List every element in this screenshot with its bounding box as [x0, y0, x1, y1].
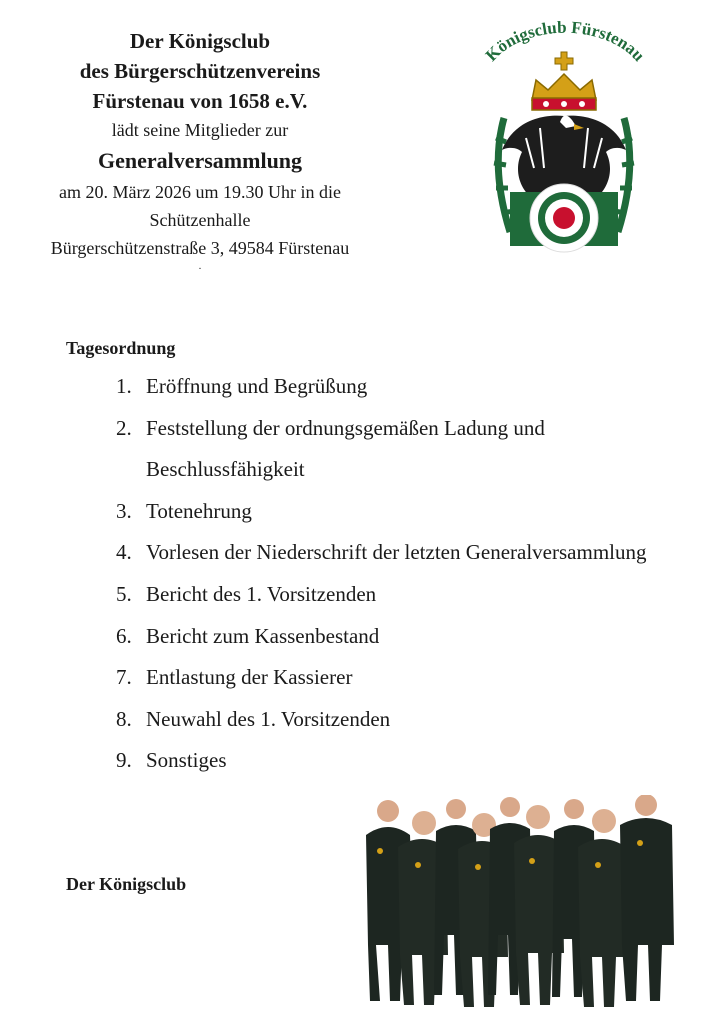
- agenda-item-number: 2.: [116, 415, 132, 440]
- header-dot: .: [198, 261, 202, 272]
- person-figure: [620, 795, 674, 1001]
- agenda-item-text: Totenehrung: [146, 498, 252, 523]
- agenda-item-text: Eröffnung und Begrüßung: [146, 374, 368, 398]
- agenda-item-number: 3.: [116, 498, 132, 523]
- agenda-item-text: Neuwahl des 1. Vorsitzenden: [146, 706, 391, 731]
- agenda-item-number: 9.: [116, 748, 132, 773]
- agenda-item: [116, 740, 676, 782]
- header-line-association: des Bürgerschützenvereins: [79, 59, 321, 83]
- agenda-item: [116, 532, 676, 574]
- header-event-title: Generalversammlung: [97, 148, 303, 173]
- agenda-item: [116, 657, 676, 699]
- agenda-item: [116, 366, 676, 408]
- agenda-list: [116, 366, 676, 782]
- agenda-item-text: Bericht zum Kassenbestand: [146, 623, 380, 648]
- club-logo: [474, 18, 654, 258]
- header-venue: Schützenhalle: [149, 210, 251, 230]
- logo-text-path: Königsclub Fürstenau: [481, 18, 649, 65]
- signature: Der Königsclub: [66, 874, 187, 894]
- agenda-title: Tagesordnung: [66, 338, 176, 358]
- agenda-item-number: 6.: [116, 623, 132, 648]
- agenda-item-number: 7.: [116, 665, 132, 690]
- agenda-item: [116, 574, 676, 616]
- agenda-item-number: 5.: [116, 581, 132, 606]
- target-icon: [530, 184, 598, 252]
- agenda-item: [116, 408, 676, 491]
- agenda-item-text: Sonstiges: [146, 748, 227, 773]
- agenda-item-text: Vorlesen der Niederschrift der letzten Generalversammlung: [146, 540, 647, 565]
- agenda-item-text: Bericht des 1. Vorsitzenden: [146, 581, 377, 606]
- crown-icon: [532, 52, 596, 110]
- header-line-town: Fürstenau von 1658 e.V.: [92, 89, 308, 113]
- agenda-item-text: Entlastung der Kassierer: [146, 665, 353, 690]
- agenda-item: [116, 491, 676, 533]
- agenda-item-number: 8.: [116, 706, 132, 731]
- agenda-item: [116, 699, 676, 741]
- invitation-header: [0, 26, 400, 272]
- agenda-item-number: 1.: [116, 374, 132, 398]
- header-line-club: Der Königsclub: [129, 29, 271, 53]
- header-address: Bürgerschützenstraße 3, 49584 Fürstenau: [50, 238, 350, 258]
- agenda-item-text: Feststellung der ordnungsgemäßen Ladung und Beschlussfähigkeit: [146, 415, 545, 482]
- header-date-time: am 20. März 2026 um 19.30 Uhr in die: [59, 182, 341, 202]
- header-line-invites: lädt seine Mitglieder zur: [111, 120, 289, 140]
- group-photo: [358, 795, 680, 1013]
- agenda-item-number: 4.: [116, 540, 132, 565]
- agenda-item: [116, 616, 676, 658]
